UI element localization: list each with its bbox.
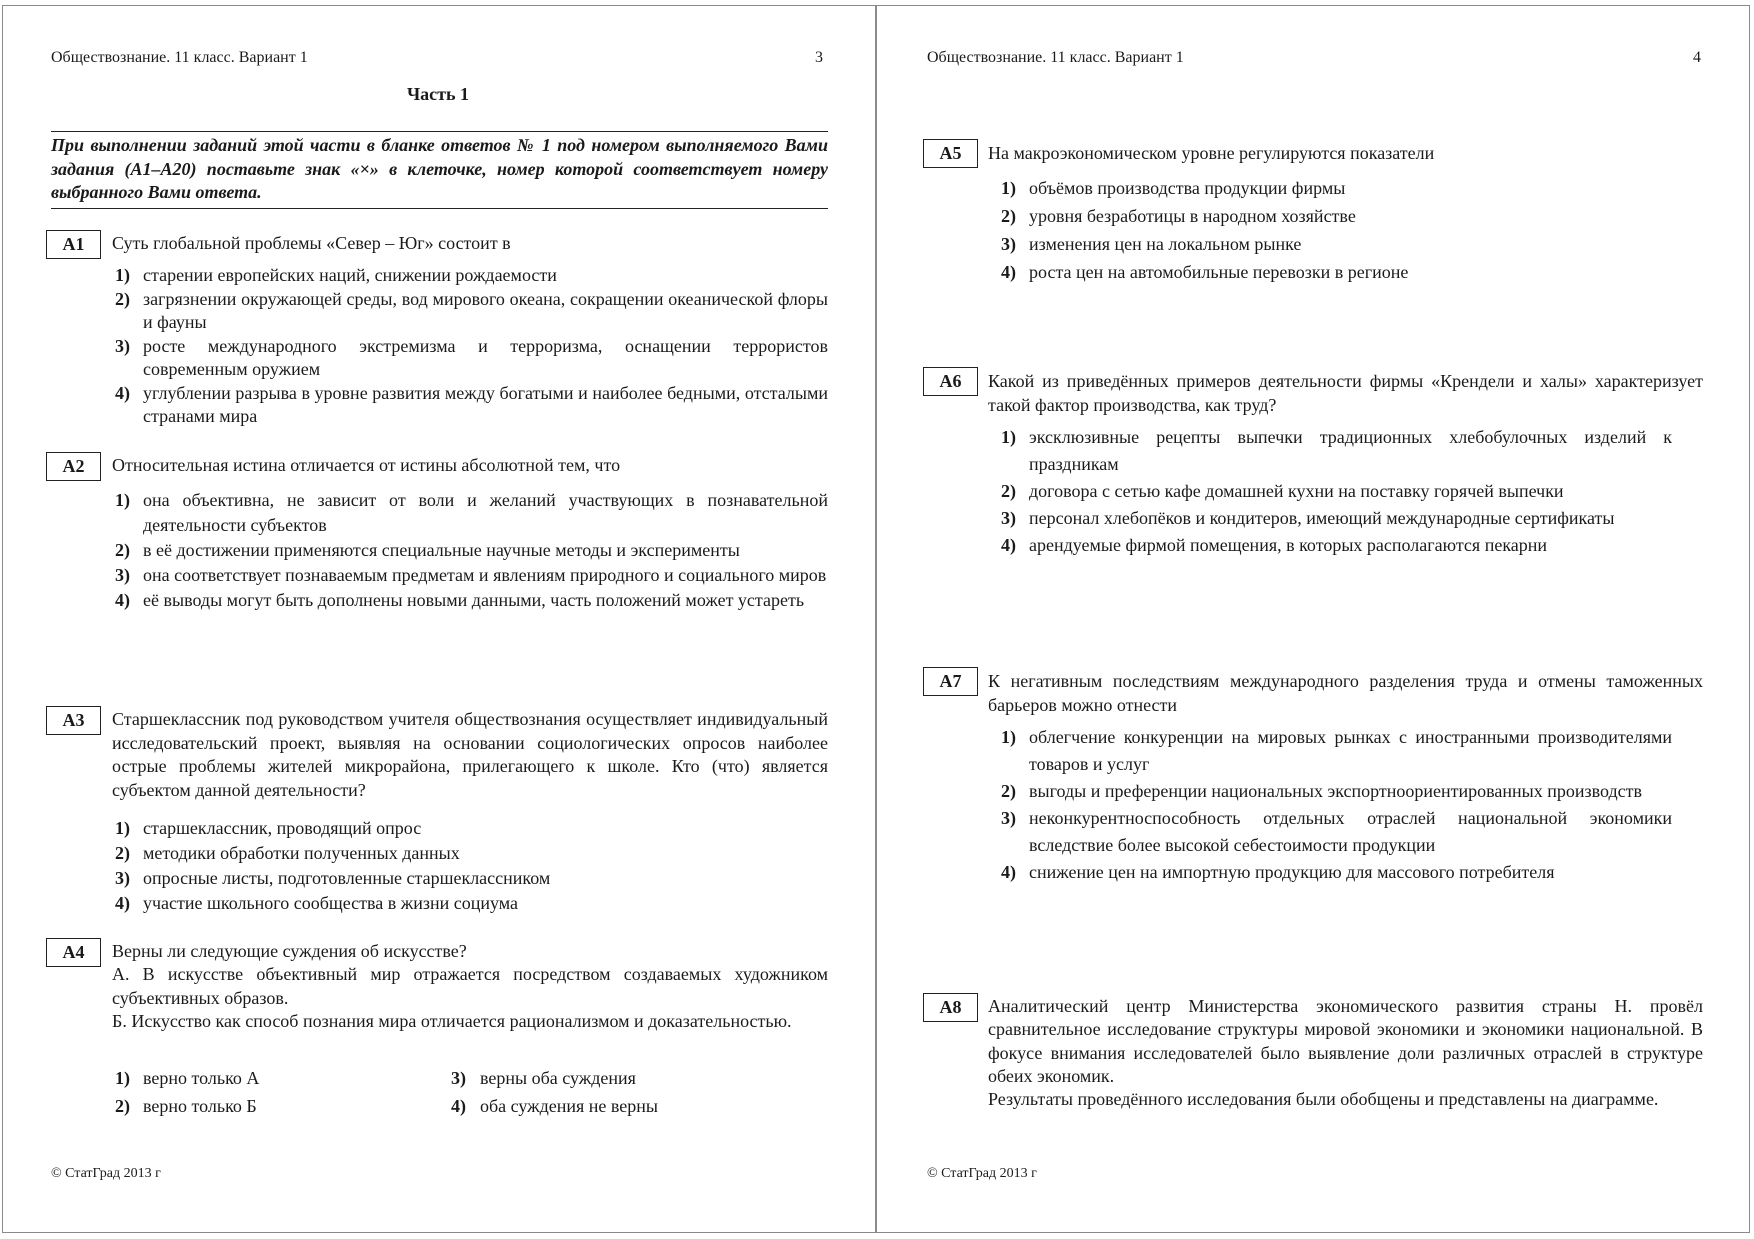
option-text: старении европейских наций, снижении рождаемости — [143, 265, 557, 285]
question-text: Аналитический центр Министерства экономического развития страны Н. провёл сравнительное исследование структуры мировой экономики и экономики национальной. В фокусе внимания исследователей было выявление доли различных отраслей в структуре обеих экономик. — [988, 996, 1703, 1086]
option-text: верны оба суждения — [480, 1068, 636, 1088]
answer-option[interactable] — [115, 588, 828, 613]
question-number-box: А8 — [923, 993, 978, 1022]
option-number: 4) — [1001, 262, 1016, 282]
option-number: 1) — [1001, 178, 1016, 198]
option-text: верно только Б — [143, 1096, 257, 1116]
option-number: 4) — [1001, 862, 1016, 882]
answer-option[interactable] — [1001, 532, 1672, 559]
question-text: Какой из приведённых примеров деятельности фирмы «Крендели и халы» характеризует такой фактор производства, как труд? — [988, 371, 1703, 415]
question-text: На макроэкономическом уровне регулируются показатели — [988, 143, 1435, 163]
option-number: 3) — [1001, 508, 1016, 528]
option-number: 3) — [1001, 808, 1016, 828]
answer-option[interactable] — [115, 288, 828, 335]
question-number-box: А6 — [923, 367, 978, 396]
answer-option[interactable] — [115, 891, 828, 916]
option-text: она соответствует познаваемым предметам и явлениям природного и социального миров — [143, 565, 827, 585]
page-4-number: 4 — [1693, 49, 1701, 66]
option-text: уровня безработицы в народном хозяйстве — [1029, 206, 1356, 226]
option-number: 3) — [451, 1068, 466, 1088]
answer-option[interactable] — [1001, 258, 1672, 286]
option-number: 2) — [115, 288, 130, 309]
answer-option[interactable] — [115, 264, 828, 288]
option-number: 3) — [115, 335, 130, 356]
answer-options — [115, 488, 828, 613]
option-text: арендуемые фирмой помещения, в которых располагаются пекарни — [1029, 535, 1548, 555]
answer-option[interactable] — [1001, 478, 1672, 505]
page-3-number: 3 — [815, 49, 823, 66]
option-number: 4) — [115, 590, 130, 610]
option-number: 2) — [115, 843, 130, 863]
option-text: договора с сетью кафе домашней кухни на поставку горячей выпечки — [1029, 481, 1564, 501]
option-number: 2) — [1001, 781, 1016, 801]
option-number: 2) — [115, 1096, 130, 1116]
option-text: персонал хлебопёков и кондитеров, имеющий международные сертификаты — [1029, 508, 1615, 528]
option-text: участие школьного сообщества в жизни социума — [143, 893, 519, 913]
option-number: 3) — [115, 565, 130, 585]
question-stem — [112, 940, 828, 1033]
option-number: 4) — [115, 382, 130, 403]
answer-option[interactable] — [1001, 724, 1672, 778]
answer-options — [1001, 424, 1672, 559]
option-text: в её достижении применяются специальные научные методы и эксперименты — [143, 540, 740, 560]
question-stem — [988, 995, 1703, 1111]
option-number: 3) — [115, 868, 130, 888]
question-number-box: А2 — [46, 452, 101, 481]
question-text: Б. Искусство как способ познания мира отличается рационализмом и доказательностью. — [112, 1010, 792, 1031]
question-stem — [112, 708, 828, 802]
answer-option[interactable] — [115, 816, 828, 841]
option-text: загрязнении окружающей среды, вод мирового океана, сокращении океанической флоры и фауны — [143, 288, 828, 332]
question-number-box: А3 — [46, 706, 101, 735]
question-stem — [112, 453, 828, 478]
question-number-box: А5 — [923, 139, 978, 168]
option-number: 3) — [1001, 234, 1016, 254]
answer-options — [1001, 724, 1672, 886]
answer-option[interactable] — [115, 488, 828, 538]
option-text: опросные листы, подготовленные старшеклассником — [143, 868, 551, 888]
question-stem — [112, 232, 828, 256]
question-text: Суть глобальной проблемы «Север – Юг» состоит в — [112, 233, 511, 253]
question-number-box: А1 — [46, 230, 101, 259]
option-number: 4) — [451, 1096, 466, 1116]
question-stem — [988, 669, 1703, 717]
option-text: изменения цен на локальном рынке — [1029, 234, 1302, 254]
option-number: 2) — [1001, 206, 1016, 226]
answer-option[interactable] — [115, 538, 828, 563]
answer-option[interactable] — [115, 335, 828, 382]
option-text: росте международного экстремизма и терроризма, оснащении террористов современным оружием — [143, 335, 828, 379]
option-text: неконкурентноспособность отдельных отраслей национальной экономики вследствие более высокой себестоимости продукции — [1029, 808, 1672, 855]
answer-option[interactable] — [1001, 859, 1672, 886]
option-text: роста цен на автомобильные перевозки в регионе — [1029, 262, 1409, 282]
page-3-footer: © СтатГрад 2013 г — [51, 1166, 161, 1181]
question-number-box: А4 — [46, 938, 101, 967]
question-text: Относительная истина отличается от истины абсолютной тем, что — [112, 455, 621, 475]
option-text: эксклюзивные рецепты выпечки традиционных хлебобулочных изделий к праздникам — [1029, 427, 1672, 474]
answer-option[interactable] — [1001, 174, 1672, 202]
page-3-header: Обществознание. 11 класс. Вариант 1 — [51, 49, 308, 66]
part-title: Часть 1 — [406, 84, 470, 104]
option-text: верно только А — [143, 1068, 260, 1088]
option-text: углублении разрыва в уровне развития между богатыми и наиболее бедными, отсталыми странами мира — [143, 382, 828, 426]
answer-option[interactable] — [115, 841, 828, 866]
option-number: 1) — [115, 1068, 130, 1088]
question-text: Результаты проведённого исследования были обобщены и представлены на диаграмме. — [988, 1089, 1659, 1110]
answer-options — [1001, 174, 1672, 286]
instructions: При выполнении заданий этой части в бланке ответов № 1 под номером выполняемого Вами задания (А1–А20) поставьте знак «×» в клеточке, номер которой соответствует номеру выбранного Вами ответа. — [51, 131, 828, 209]
option-text: она объективна, не зависит от воли и желаний участвующих в познавательной деятельности субъектов — [143, 490, 828, 535]
option-text: методики обработки полученных данных — [143, 843, 460, 863]
answer-option[interactable] — [115, 563, 828, 588]
answer-option[interactable] — [115, 866, 828, 891]
option-number: 1) — [115, 490, 130, 510]
page-divider — [875, 5, 877, 1233]
option-text: выгоды и преференции национальных экспортноориентированных производств — [1029, 781, 1643, 801]
option-number: 2) — [115, 540, 130, 560]
question-stem — [988, 141, 1703, 165]
answer-option[interactable] — [1001, 424, 1672, 478]
page-4-header: Обществознание. 11 класс. Вариант 1 — [927, 49, 1184, 66]
answer-options — [115, 264, 828, 429]
answer-options — [115, 816, 828, 916]
option-text: объёмов производства продукции фирмы — [1029, 178, 1346, 198]
question-text: Верны ли следующие суждения об искусстве? — [112, 941, 467, 961]
answer-option[interactable] — [1001, 778, 1672, 805]
question-text: К негативным последствиям международного разделения труда и отмены таможенных барьеров можно отнести — [988, 671, 1703, 715]
answer-option[interactable] — [1001, 202, 1672, 230]
option-number: 1) — [1001, 727, 1016, 747]
option-number: 4) — [1001, 535, 1016, 555]
option-text: старшеклассник, проводящий опрос — [143, 818, 422, 838]
option-text: облегчение конкуренции на мировых рынках с иностранными производителями товаров и услуг — [1029, 727, 1672, 774]
option-number: 2) — [1001, 481, 1016, 501]
page-4-footer: © СтатГрад 2013 г — [927, 1166, 1037, 1181]
option-number: 1) — [1001, 427, 1016, 447]
question-text: А. В искусстве объективный мир отражается посредством создаваемых художником субъективных образов. — [112, 964, 828, 1008]
question-number-box: А7 — [923, 667, 978, 696]
option-text: снижение цен на импортную продукцию для массового потребителя — [1029, 862, 1555, 882]
answer-option[interactable] — [1001, 505, 1672, 532]
answer-option[interactable] — [1001, 805, 1672, 859]
question-text: Старшеклассник под руководством учителя обществознания осуществляет индивидуальный исследовательский проект, выявляя на основании социологических опросов наиболее острые проблемы жителей микрорайона, прилегающего к школе. Кто (что) является субъектом данной деятельности? — [112, 709, 828, 800]
option-text: оба суждения не верны — [480, 1096, 659, 1116]
option-number: 1) — [115, 265, 130, 285]
answer-option[interactable] — [1001, 230, 1672, 258]
option-number: 1) — [115, 818, 130, 838]
question-stem — [988, 369, 1703, 417]
option-number: 4) — [115, 893, 130, 913]
option-text: её выводы могут быть дополнены новыми данными, часть положений может устареть — [143, 590, 805, 610]
answer-option[interactable] — [115, 382, 828, 429]
